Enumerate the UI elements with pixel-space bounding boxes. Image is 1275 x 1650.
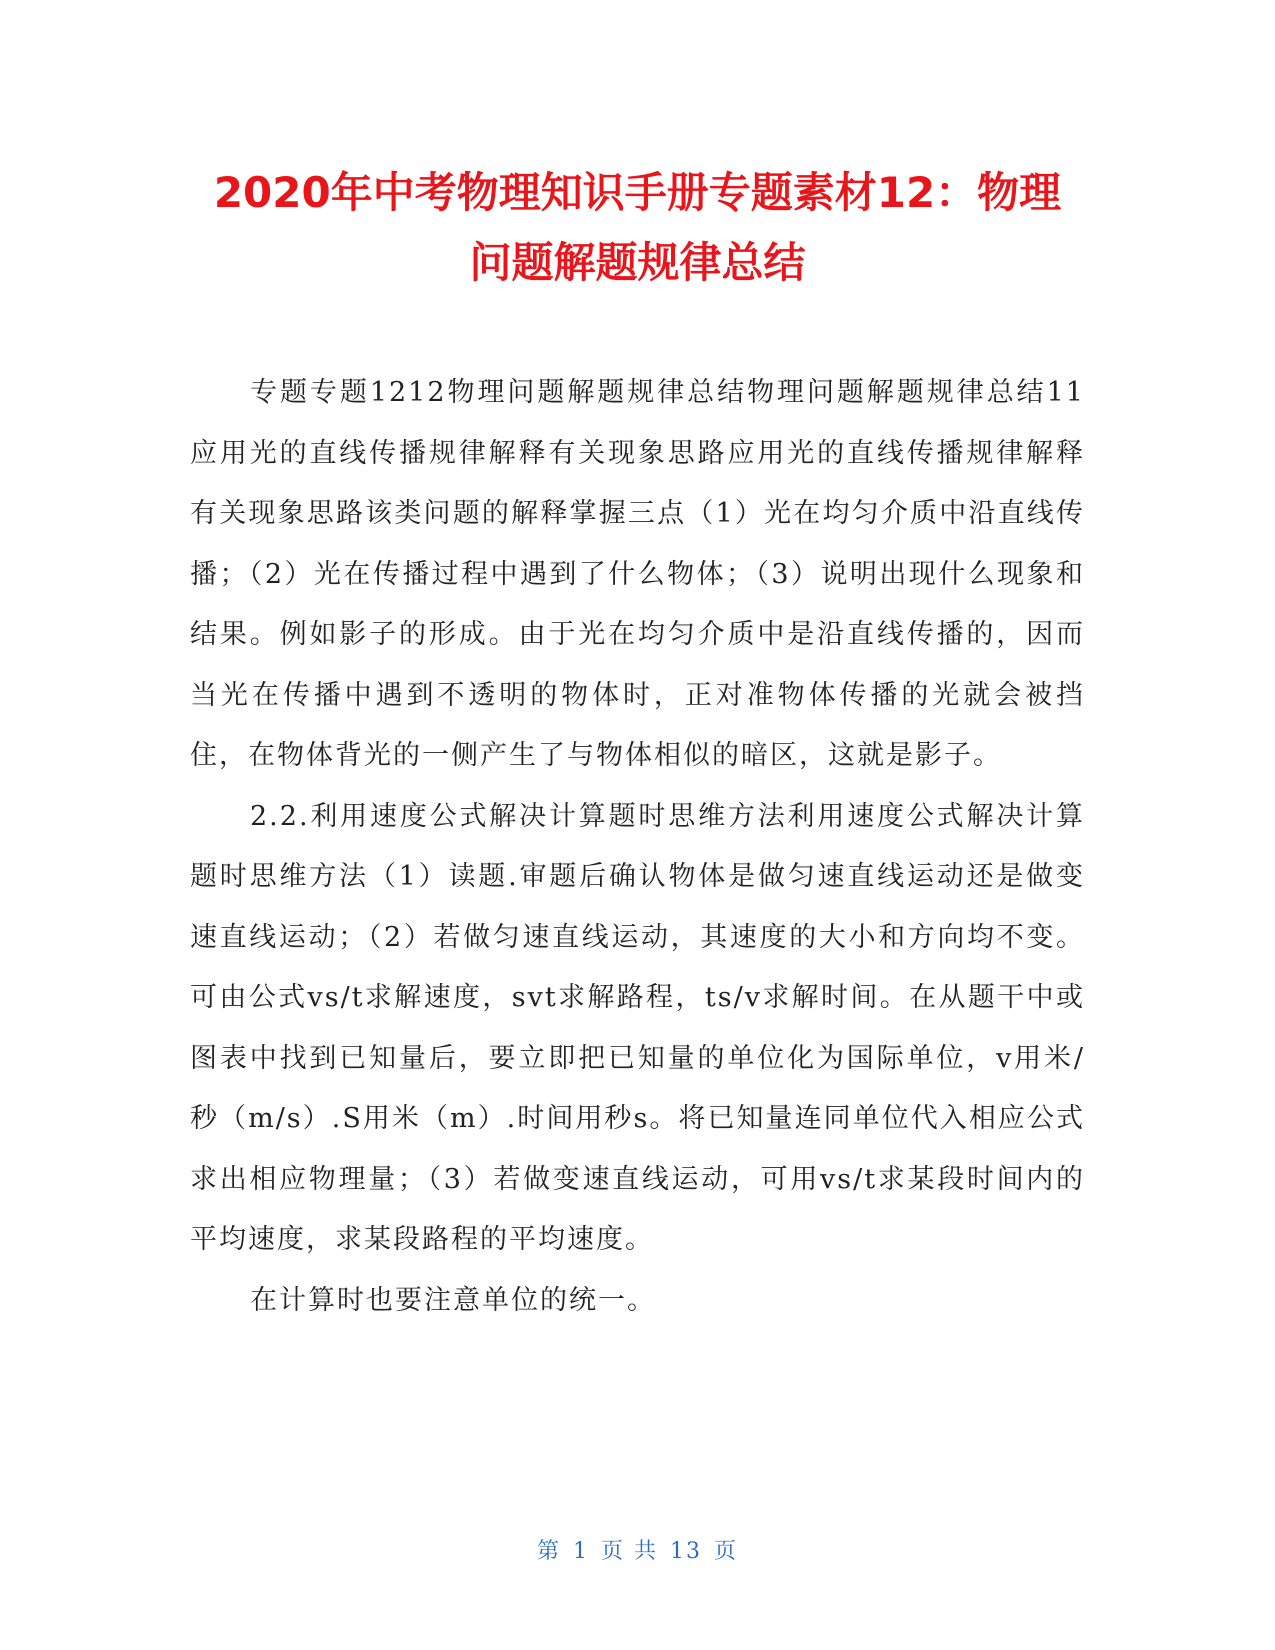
document-title [150,158,1125,298]
paragraph-light-propagation: 专题专题1212物理问题解题规律总结物理问题解题规律总结11应用光的直线传播规律解释有关现象思路应用光的直线传播规律解释有关现象思路该类问题的解释掌握三点（1）光在均匀介质中沿直线传播；（2）光在传播过程中遇到了什么物体；（3）说明出现什么现象和结果。例如影子的形成。由于光在均匀介质中是沿直线传播的，因而当光在传播中遇到不透明的物体时，正对准物体传播的光就会被挡住，在物体背光的一侧产生了与物体相似的暗区，这就是影子。 [190,377,1085,771]
document-body [190,363,1085,1331]
document-title-line-2: 问题解题规律总结 [469,238,806,287]
paragraph-unit-note: 在计算时也要注意单位的统一。 [250,1284,656,1316]
footer-suffix: 页 [714,1539,739,1564]
paragraph-speed-formula: 2.2.利用速度公式解决计算题时思维方法利用速度公式解决计算题时思维方法（1）读题.审题后确认物体是做匀速直线运动还是做变速直线运动；（2）若做匀速直线运动，其速度的大小和方向均不变。可由公式vs/t求解速度，svt求解路程，ts/v求解时间。在从题干中或图表中找到已知量后，要立即把已知量的单位化为国际单位，v用米/秒（m/s）.S用米（m）.时间用秒s。将已知量连同单位代入相应公式求出相应物理量；（3）若做变速直线运动，可用vs/t求某段时间内的平均速度，求某段路程的平均速度。 [190,800,1085,1255]
footer-prefix: 第 [536,1539,561,1564]
page-footer [0,1534,1275,1565]
footer-middle: 页 共 [601,1539,658,1564]
footer-total-pages: 13 [670,1539,702,1564]
footer-page-number: 1 [573,1539,589,1564]
document-title-line-1: 2020年中考物理知识手册专题素材12：物理 [213,168,1062,217]
